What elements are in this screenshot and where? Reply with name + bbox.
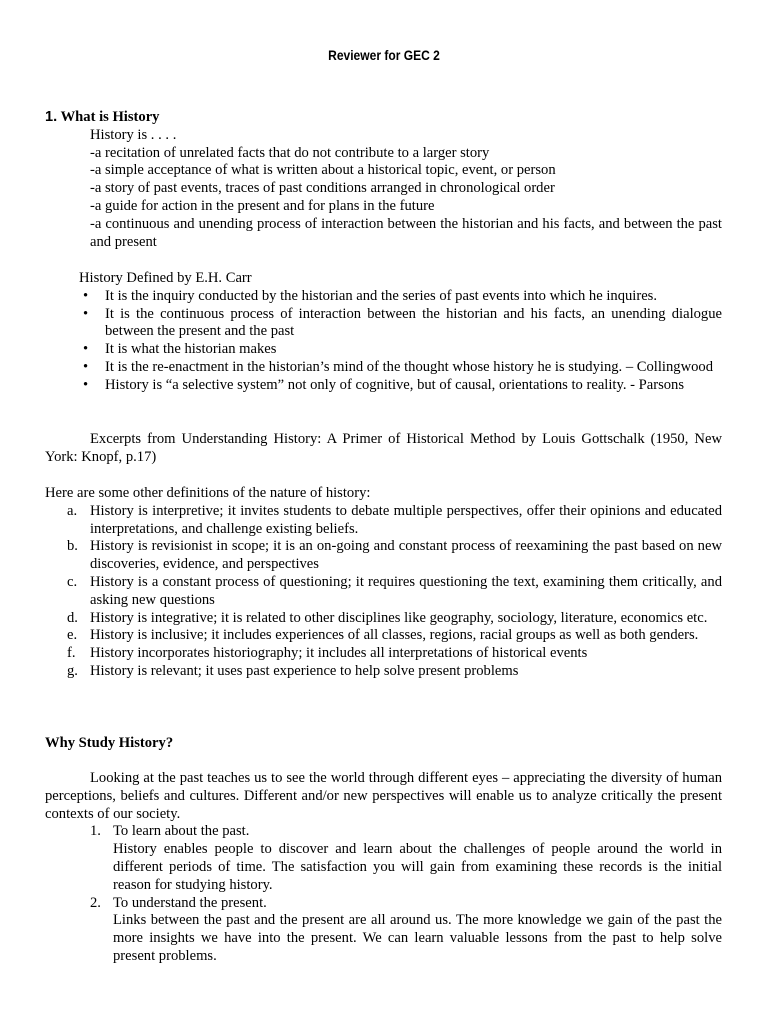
history-line: -a recitation of unrelated facts that do not contribute to a larger story (90, 144, 490, 161)
bullet-icon: • (83, 376, 89, 393)
carr-list (45, 288, 722, 395)
history-line: -a guide for action in the present and for plans in the future (90, 197, 435, 214)
list-item: e. History is inclusive; it includes experiences of all classes, regions, racial groups as well as both genders. (67, 627, 699, 644)
document-title: Reviewer for GEC 2 (328, 47, 440, 63)
section-number: 1. (45, 109, 58, 125)
carr-heading: History Defined by E.H. Carr (79, 270, 252, 286)
bullet-icon: • (83, 358, 89, 375)
bullet-icon: • (83, 305, 89, 322)
reason-body: Links between the past and the present are all around us. The more knowledge we gain of the past the more insights we have into the present. We can learn valuable lessons from the past to help solve present problems. (113, 912, 722, 964)
other-definitions (45, 485, 722, 681)
history-line: -a continuous and unending process of interaction between the historian and his facts, and between the past and present (90, 215, 722, 250)
why-study-history (45, 735, 722, 753)
reason-title: To understand the present. (113, 894, 267, 911)
why-body (45, 770, 722, 966)
list-item: • It is the inquiry conducted by the historian and the series of past events into which he inquires. (83, 287, 658, 304)
history-line: -a story of past events, traces of past conditions arranged in chronological order (90, 180, 555, 197)
list-item: f. History incorporates historiography; it includes all interpretations of historical events (67, 645, 588, 662)
reason-body: History enables people to discover and learn about the challenges of people around the world in different periods of time. The satisfaction you will gain from examining these records is the initial reason for studying history. (113, 841, 722, 893)
reason-title: To learn about the past. (113, 823, 250, 840)
other-definitions-list (45, 503, 722, 681)
excerpt-citation: Excerpts from Understanding History: A Primer of Historical Method by Louis Gottschalk (1950, New York: Knopf, p.17) (45, 431, 722, 465)
bullet-icon: • (83, 287, 89, 304)
history-line: -a simple acceptance of what is written about a historical topic, event, or person (90, 162, 556, 179)
reasons-list (45, 823, 722, 965)
why-paragraph: Looking at the past teaches us to see the world through different eyes – appreciating the diversity of human perceptions, beliefs and cultures. Different and/or new perspectives will enable us to analyze critically the present contexts of our society. (45, 770, 722, 822)
list-item: d. History is integrative; it is related to other disciplines like geography, sociology, literature, economics etc. (67, 609, 708, 626)
bullet-icon: • (83, 341, 89, 358)
other-definitions-intro: Here are some other definitions of the nature of history: (45, 485, 371, 501)
section-heading-text: What is History (60, 109, 160, 125)
list-item: • It is what the historian makes (83, 341, 277, 358)
list-item: • It is the continuous process of interaction between the historian and his facts, an unending dialogue between the present and the past (83, 305, 722, 340)
list-item: g. History is relevant; it uses past experience to help solve present problems (67, 662, 519, 679)
section-what-is-history (45, 109, 722, 251)
list-item: b. History is revisionist in scope; it is an on-going and constant process of reexamining the past based on new discoveries, evidence, and perspectives (67, 538, 722, 573)
section-heading (45, 109, 722, 127)
list-item: • It is the re-enactment in the historian’s mind of the thought whose history he is studying. – Collingwood (83, 358, 713, 375)
history-is-intro: History is . . . . (90, 126, 177, 143)
list-item: • History is “a selective system” not only of cognitive, but of causal, orientations to reality. - Parsons (83, 376, 685, 393)
list-item: 1. To learn about the past. History enables people to discover and learn about the challenges of people around the world in different periods of time. The satisfaction you will gain from examining these records is the initial reason for studying history. (90, 823, 722, 893)
list-item: a. History is interpretive; it invites students to debate multiple perspectives, offer their opinions and educated interpretations, and challenge existing beliefs. (67, 502, 722, 537)
carr-definitions (45, 270, 722, 395)
why-heading: Why Study History? (45, 735, 174, 751)
list-item: 2. To understand the present. Links between the past and the present are all around us. The more knowledge we gain of the past the more insights we have into the present. We can learn valuable lessons from the past to help solve present problems. (90, 894, 722, 964)
list-item: c. History is a constant process of questioning; it requires questioning the text, examining them critically, and asking new questions (67, 573, 722, 608)
